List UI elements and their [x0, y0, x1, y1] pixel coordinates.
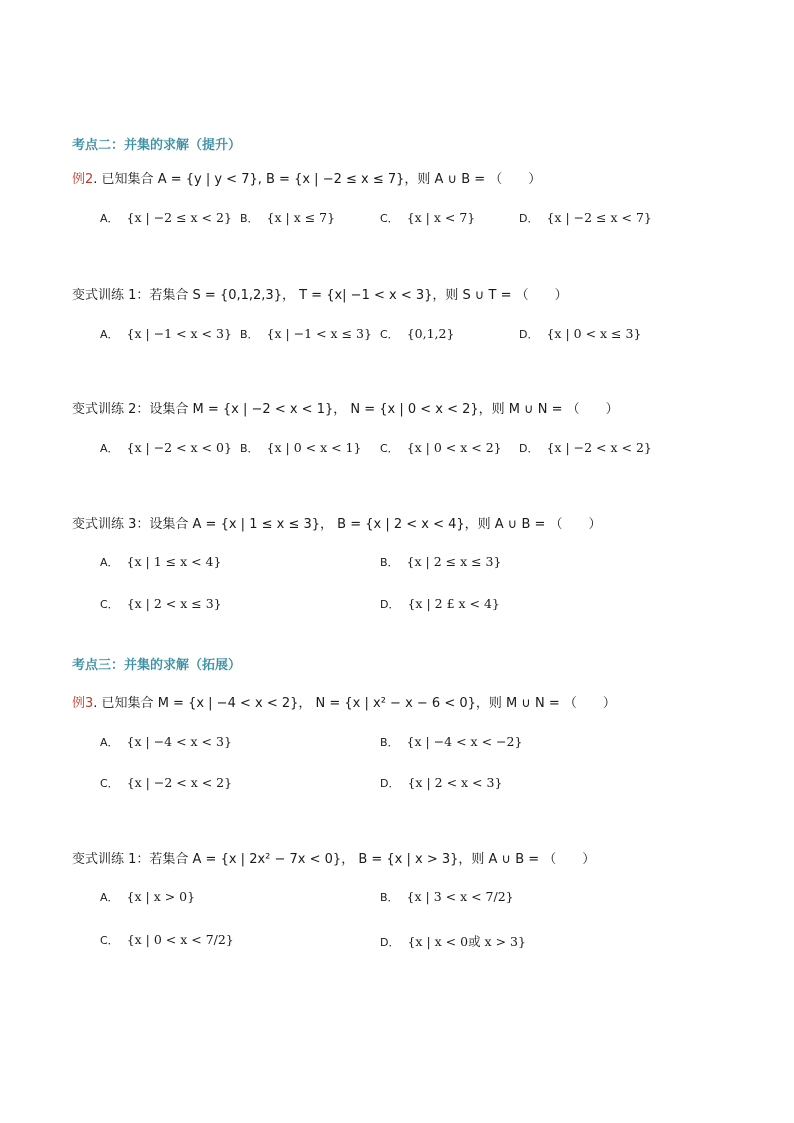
option-label: D．: [380, 598, 400, 611]
option-text: {x | 0 < x < 1}: [266, 440, 362, 455]
option-a[interactable]: [100, 734, 232, 750]
option-text: {x | −2 < x < 0}: [126, 440, 232, 455]
option-label: C．: [380, 442, 399, 455]
option-text: {x | −2 ≤ x < 2}: [126, 210, 232, 225]
question-variant-1-b: 变式训练 1：若集合 A = {x | 2x² − 7x < 0}， B = {x | x > 3}，则 A ∪ B = （ ）: [72, 852, 596, 867]
option-b[interactable]: [240, 326, 372, 342]
option-label: D．: [519, 328, 539, 341]
option-label: D．: [519, 442, 539, 455]
option-label: C．: [100, 777, 119, 790]
option-text: {x | −4 < x < 3}: [126, 734, 232, 749]
option-label: B．: [240, 442, 259, 455]
option-c[interactable]: [100, 596, 222, 612]
option-a[interactable]: [100, 440, 232, 456]
example-number: 3: [85, 696, 94, 711]
option-text: {x | x < 0或 x > 3}: [407, 934, 526, 949]
option-text: {x | −4 < x < −2}: [406, 734, 523, 749]
question-text: . 已知集合 A = {y | y < 7}, B = {x | −2 ≤ x ≤ 7}，则 A ∪ B = （ ）: [93, 172, 542, 187]
option-label: B．: [240, 328, 259, 341]
option-c[interactable]: [380, 440, 502, 456]
option-b[interactable]: [380, 889, 514, 905]
option-label: B．: [380, 736, 399, 749]
example-number: 2: [85, 172, 94, 187]
option-b[interactable]: [380, 734, 522, 750]
option-label: A．: [100, 891, 119, 904]
option-text: {x | 2 < x ≤ 3}: [126, 596, 222, 611]
question-example-3: [72, 692, 616, 711]
option-c[interactable]: [100, 775, 232, 791]
option-label: A．: [100, 328, 119, 341]
option-text: {x | x > 0}: [126, 889, 196, 904]
option-label: B．: [240, 212, 259, 225]
option-label: A．: [100, 212, 119, 225]
example-label: 例: [72, 696, 86, 711]
option-label: C．: [380, 212, 399, 225]
option-a[interactable]: [100, 889, 195, 905]
section-heading-2: 考点二：并集的求解（提升）: [72, 138, 242, 153]
option-d[interactable]: [519, 440, 652, 456]
option-text: {x | x < 7}: [406, 210, 476, 225]
option-c[interactable]: [380, 210, 475, 226]
option-text: {x | 2 ≤ x ≤ 3}: [406, 554, 502, 569]
option-b[interactable]: [240, 440, 361, 456]
option-b[interactable]: [380, 554, 501, 570]
option-label: D．: [519, 212, 539, 225]
option-label: A．: [100, 442, 119, 455]
option-d[interactable]: [519, 210, 652, 226]
section-heading-3: 考点三：并集的求解（拓展）: [72, 658, 242, 673]
option-c[interactable]: [380, 326, 454, 342]
example-label: 例: [72, 172, 86, 187]
option-text: {x | −2 < x < 2}: [126, 775, 233, 790]
option-label: C．: [380, 328, 399, 341]
option-label: A．: [100, 556, 119, 569]
question-variant-3: 变式训练 3：设集合 A = {x | 1 ≤ x ≤ 3}， B = {x | 2 < x < 4}，则 A ∪ B = （ ）: [72, 517, 602, 532]
option-text: {x | −2 < x < 2}: [546, 440, 652, 455]
option-d[interactable]: [380, 596, 500, 612]
option-text: {x | 3 < x < 7/2}: [406, 889, 514, 904]
option-b[interactable]: [240, 210, 335, 226]
option-label: C．: [100, 934, 119, 947]
option-text: {x | 2 £ x < 4}: [407, 596, 500, 611]
option-text: {x | 0 < x ≤ 3}: [546, 326, 642, 341]
question-example-2: [72, 168, 541, 187]
option-text: {x | 2 < x < 3}: [407, 775, 503, 790]
option-text: {x | −1 < x < 3}: [126, 326, 232, 341]
option-c[interactable]: [100, 932, 234, 948]
option-text: {x | 0 < x < 2}: [406, 440, 502, 455]
option-label: D．: [380, 777, 400, 790]
option-d[interactable]: [519, 326, 641, 342]
option-a[interactable]: [100, 326, 232, 342]
option-text: {x | x ≤ 7}: [266, 210, 336, 225]
option-text: {x | −1 < x ≤ 3}: [266, 326, 372, 341]
option-label: A．: [100, 736, 119, 749]
option-a[interactable]: [100, 210, 232, 226]
question-text: . 已知集合 M = {x | −4 < x < 2}， N = {x | x² − x − 6 < 0}，则 M ∪ N = （ ）: [93, 696, 616, 711]
option-label: B．: [380, 891, 399, 904]
option-text: {x | −2 ≤ x < 7}: [546, 210, 652, 225]
option-text: {x | 0 < x < 7/2}: [126, 932, 234, 947]
option-d[interactable]: [380, 775, 502, 791]
option-label: B．: [380, 556, 399, 569]
option-a[interactable]: [100, 554, 221, 570]
option-text: {0,1,2}: [406, 326, 455, 341]
option-text: {x | 1 ≤ x < 4}: [126, 554, 222, 569]
question-variant-2: 变式训练 2：设集合 M = {x | −2 < x < 1}， N = {x | 0 < x < 2}，则 M ∪ N = （ ）: [72, 402, 619, 417]
option-d[interactable]: [380, 932, 526, 950]
question-variant-1: 变式训练 1：若集合 S = {0,1,2,3}， T = {x| −1 < x < 3}，则 S ∪ T = （ ）: [72, 288, 568, 303]
option-label: D．: [380, 936, 400, 949]
option-label: C．: [100, 598, 119, 611]
